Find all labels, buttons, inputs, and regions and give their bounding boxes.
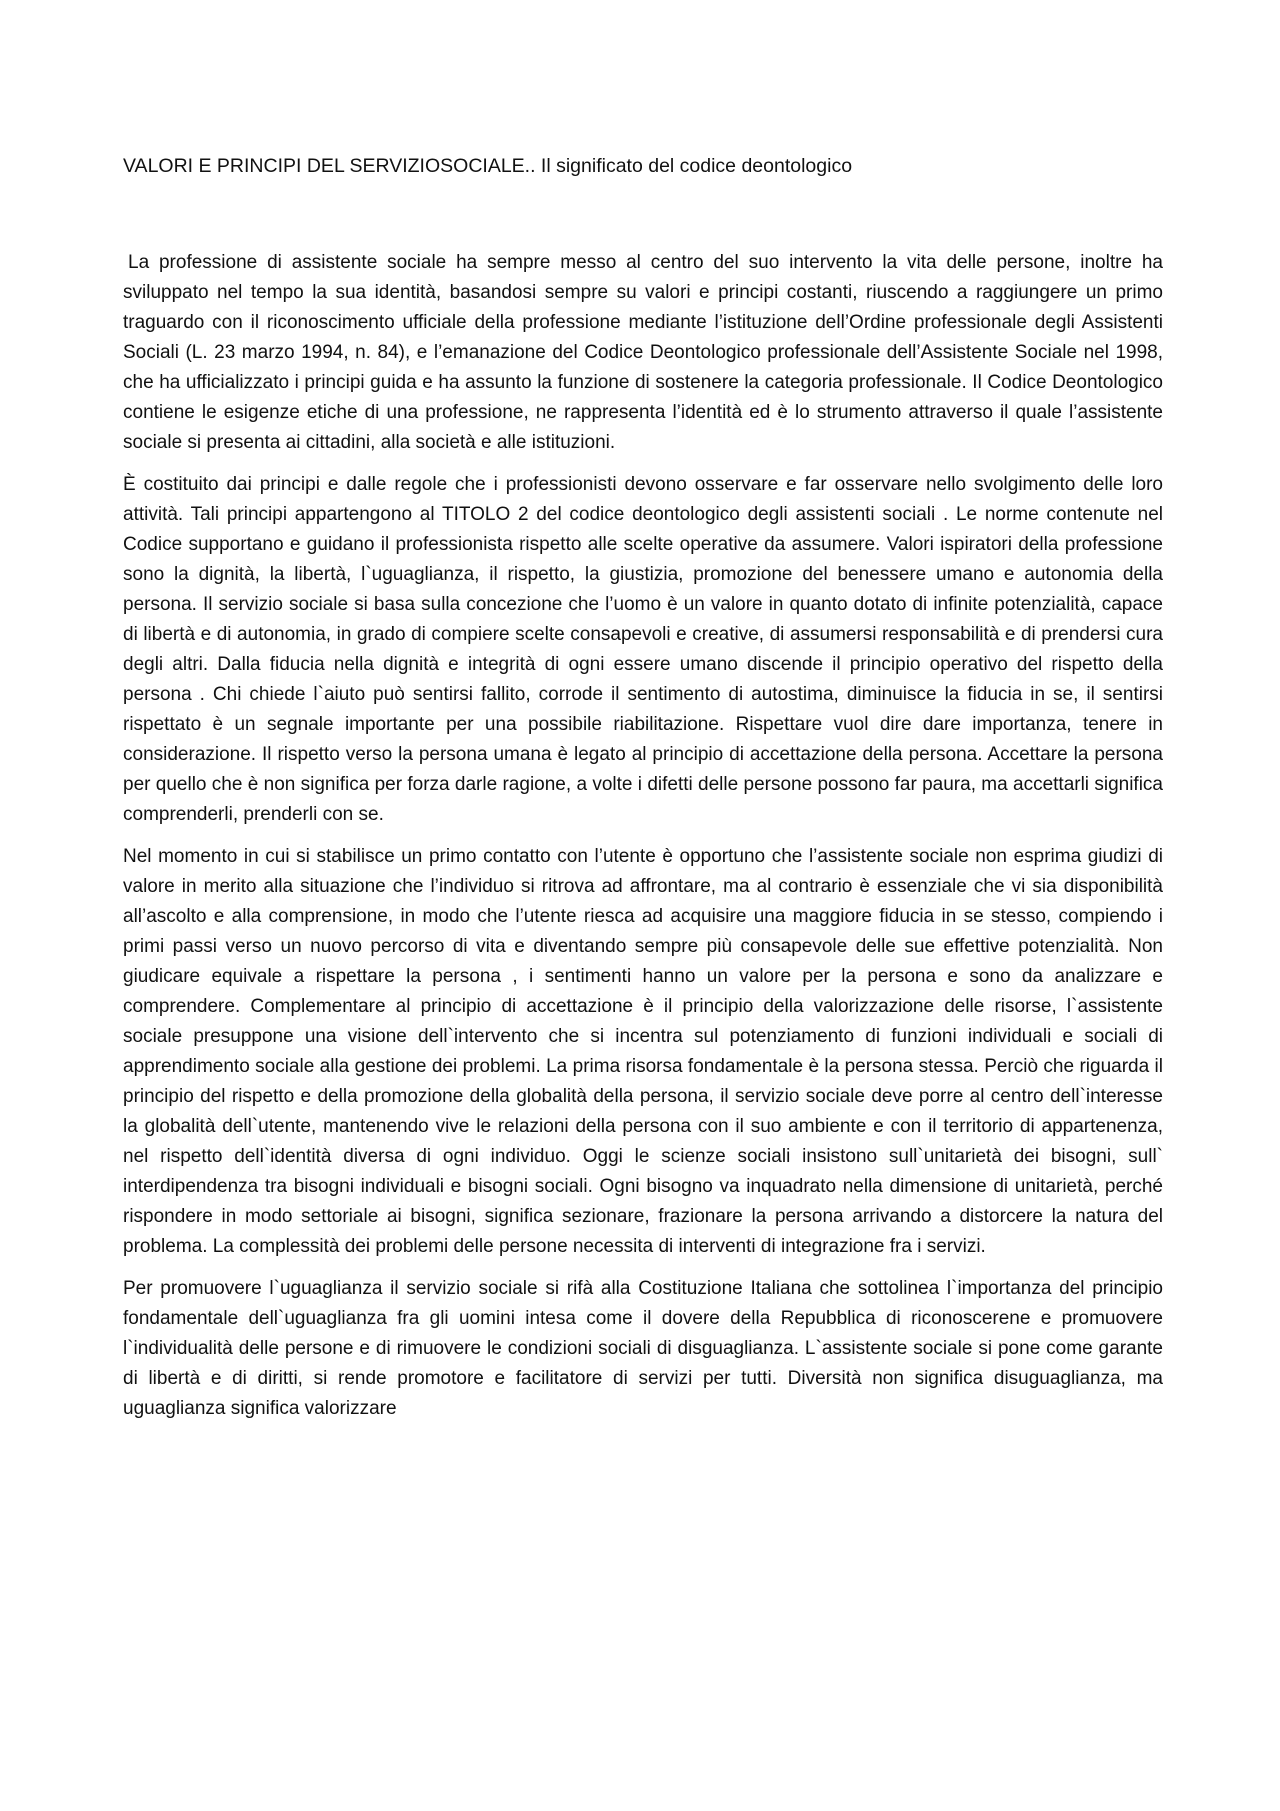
paragraph-4: Per promuovere l`uguaglianza il servizio sociale si rifà alla Costituzione Italiana che sottolinea l`importanza del principio fondamentale dell`uguaglianza fra gli uomini intesa come il dovere della Repubblica di riconoscerene e promuovere l`individualità delle persone e di rimuovere le condizioni sociali di disguaglianza. L`assistente sociale si pone come garante di libertà e di diritti, si rende promotore e facilitatore di servizi per tutti. Diversità non significa disuguaglianza, ma uguaglianza significa valorizzare — [123, 1278, 1163, 1419]
paragraph-3: Nel momento in cui si stabilisce un primo contatto con l’utente è opportuno che l’assistente sociale non esprima giudizi di valore in merito alla situazione che l’individuo si ritrova ad affrontare, ma al contrario è essenziale che vi sia disponibilità all’ascolto e alla comprensione, in modo che l’utente riesca ad acquisire una maggiore fiducia in se stesso, compiendo i primi passi verso un nuovo percorso di vita e diventando sempre più consapevole delle sue effettive potenzialità. Non giudicare equivale a rispettare la persona , i sentimenti hanno un valore per la persona e sono da analizzare e comprendere. Complementare al principio di accettazione è il principio della valorizzazione delle risorse, l`assistente sociale presuppone una visione dell`intervento che si incentra sul potenziamento di funzioni individuali e sociali di apprendimento sociale alla gestione dei problemi. La prima risorsa fondamentale è la persona stessa. Perciò che riguarda il principio del rispetto e della promozione della globalità della persona, il servizio sociale deve porre al centro dell`interesse la globalità dell`utente, mantenendo vive le relazioni della persona con il suo ambiente e con il territorio di appartenenza, nel rispetto dell`identità diversa di ogni individuo. Oggi le scienze sociali insistono sull`unitarietà dei bisogni, sull` interdipendenza tra bisogni individuali e bisogni sociali. Ogni bisogno va inquadrato nella dimensione di unitarietà, perché rispondere in modo settoriale ai bisogni, significa sezionare, frazionare la persona arrivando a distorcere la natura del problema. La complessità dei problemi delle persone necessita di interventi di integrazione fra i servizi. — [123, 846, 1163, 1257]
paragraph-1: La professione di assistente sociale ha sempre messo al centro del suo intervento la vita delle persone, inoltre ha sviluppato nel tempo la sua identità, basandosi sempre su valori e principi costanti, riuscendo a raggiungere un primo traguardo con il riconoscimento ufficiale della professione mediante l’istituzione dell’Ordine professionale degli Assistenti Sociali (L. 23 marzo 1994, n. 84), e l’emanazione del Codice Deontologico professionale dell’Assistente Sociale nel 1998, che ha ufficializzato i principi guida e ha assunto la funzione di sostenere la categoria professionale. Il Codice Deontologico contiene le esigenze etiche di una professione, ne rappresenta l’identità ed è lo strumento attraverso il quale l’assistente sociale si presenta ai cittadini, alla società e alle istituzioni. — [123, 252, 1163, 453]
document-title: VALORI E PRINCIPI DEL SERVIZIOSOCIALE.. Il significato del codice deontologico — [123, 155, 853, 177]
paragraph-2: È costituito dai principi e dalle regole che i professionisti devono osservare e far osservare nello svolgimento delle loro attività. Tali principi appartengono al TITOLO 2 del codice deontologico degli assistenti sociali . Le norme contenute nel Codice supportano e guidano il professionista rispetto alle scelte operative da assumere. Valori ispiratori della professione sono la dignità, la libertà, l`uguaglianza, il rispetto, la giustizia, promozione del benessere umano e autonomia della persona. Il servizio sociale si basa sulla concezione che l’uomo è un valore in quanto dotato di infinite potenzialità, capace di libertà e di autonomia, in grado di compiere scelte consapevoli e creative, di assumersi responsabilità e di prendersi cura degli altri. Dalla fiducia nella dignità e integrità di ogni essere umano discende il principio operativo del rispetto della persona . Chi chiede l`aiuto può sentirsi fallito, corrode il sentimento di autostima, diminuisce la fiducia in se, il sentirsi rispettato è un segnale importante per una possibile riabilitazione. Rispettare vuol dire dare importanza, tenere in considerazione. Il rispetto verso la persona umana è legato al principio di accettazione della persona. Accettare la persona per quello che è non significa per forza darle ragione, a volte i difetti delle persone possono far paura, ma accettarli significa comprenderli, prenderli con se. — [123, 474, 1163, 825]
document-body — [123, 248, 1163, 1436]
